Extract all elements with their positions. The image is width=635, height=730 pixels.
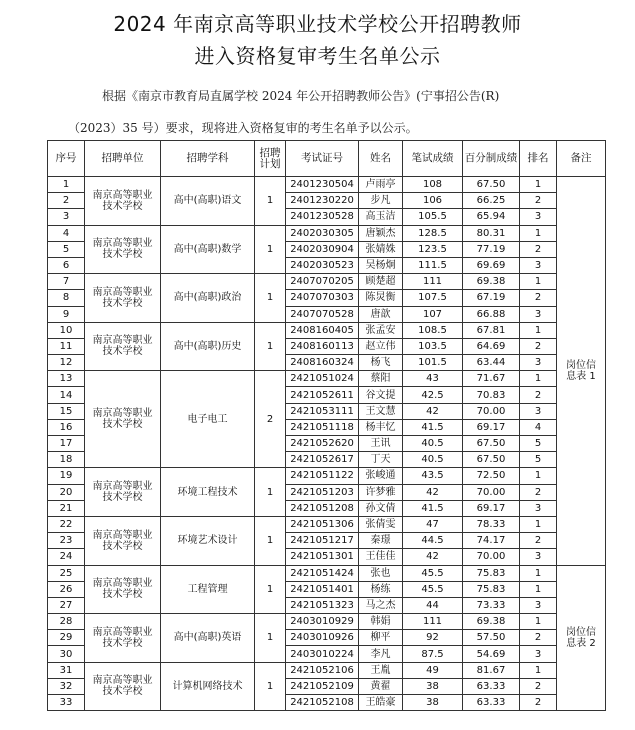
cell-index: 1 [48, 177, 85, 193]
cell-unit: 南京高等职业技术学校 [85, 322, 161, 371]
cell-percent-score: 65.94 [463, 209, 520, 225]
cell-name: 步凡 [359, 193, 403, 209]
table-body [48, 177, 606, 711]
cell-exam-id: 2421051024 [286, 371, 359, 387]
cell-name: 唐颖杰 [359, 225, 403, 241]
cell-rank: 2 [520, 338, 557, 354]
cell-percent-score: 63.33 [463, 695, 520, 711]
cell-rank: 1 [520, 581, 557, 597]
cell-name: 张也 [359, 565, 403, 581]
cell-unit: 南京高等职业技术学校 [85, 468, 161, 517]
cell-percent-score: 81.67 [463, 662, 520, 678]
table-row [48, 322, 606, 338]
cell-rank: 2 [520, 678, 557, 694]
cell-written-score: 111.5 [403, 257, 463, 273]
cell-exam-id: 2421053111 [286, 403, 359, 419]
cell-plan: 1 [255, 614, 286, 663]
cell-plan: 2 [255, 371, 286, 468]
cell-written-score: 45.5 [403, 581, 463, 597]
cell-written-score: 49 [403, 662, 463, 678]
candidate-table [47, 140, 606, 711]
cell-exam-id: 2421052108 [286, 695, 359, 711]
cell-name: 陈炅衡 [359, 290, 403, 306]
cell-written-score: 42.5 [403, 387, 463, 403]
cell-index: 33 [48, 695, 85, 711]
cell-rank: 2 [520, 695, 557, 711]
cell-unit: 南京高等职业技术学校 [85, 516, 161, 565]
cell-written-score: 105.5 [403, 209, 463, 225]
cell-exam-id: 2408160405 [286, 322, 359, 338]
cell-rank: 2 [520, 630, 557, 646]
header-name: 姓名 [359, 141, 403, 177]
cell-exam-id: 2421052617 [286, 452, 359, 468]
cell-index: 6 [48, 257, 85, 273]
cell-rank: 3 [520, 549, 557, 565]
cell-name: 黄翟 [359, 678, 403, 694]
cell-subject: 高中(高职)数学 [161, 225, 255, 274]
cell-name: 秦璟 [359, 533, 403, 549]
cell-plan: 1 [255, 225, 286, 274]
intro-text-line2: （2023）35 号）要求，现将进入资格复审的考生名单予以公示。 [68, 121, 418, 135]
cell-index: 30 [48, 646, 85, 662]
cell-index: 31 [48, 662, 85, 678]
cell-index: 12 [48, 355, 85, 371]
cell-plan: 1 [255, 662, 286, 711]
cell-exam-id: 2421052109 [286, 678, 359, 694]
cell-index: 16 [48, 419, 85, 435]
cell-percent-score: 67.50 [463, 177, 520, 193]
cell-written-score: 44 [403, 597, 463, 613]
cell-index: 15 [48, 403, 85, 419]
cell-percent-score: 70.00 [463, 549, 520, 565]
cell-percent-score: 70.00 [463, 403, 520, 419]
cell-exam-id: 2421051424 [286, 565, 359, 581]
cell-exam-id: 2421051122 [286, 468, 359, 484]
cell-index: 28 [48, 614, 85, 630]
cell-exam-id: 2421051306 [286, 516, 359, 532]
cell-exam-id: 2403010926 [286, 630, 359, 646]
cell-name: 杨飞 [359, 355, 403, 371]
cell-subject: 工程管理 [161, 565, 255, 614]
header-rank: 排名 [520, 141, 557, 177]
cell-percent-score: 67.81 [463, 322, 520, 338]
cell-exam-id: 2402030305 [286, 225, 359, 241]
cell-percent-score: 77.19 [463, 241, 520, 257]
cell-rank: 3 [520, 306, 557, 322]
cell-written-score: 92 [403, 630, 463, 646]
cell-name: 吴杨炯 [359, 257, 403, 273]
cell-name: 韩娟 [359, 614, 403, 630]
cell-unit: 南京高等职业技术学校 [85, 614, 161, 663]
cell-name: 王讯 [359, 436, 403, 452]
cell-written-score: 108.5 [403, 322, 463, 338]
cell-percent-score: 67.50 [463, 452, 520, 468]
cell-percent-score: 80.31 [463, 225, 520, 241]
table-row [48, 614, 606, 630]
cell-written-score: 38 [403, 678, 463, 694]
cell-written-score: 101.5 [403, 355, 463, 371]
table-row [48, 468, 606, 484]
cell-written-score: 123.5 [403, 241, 463, 257]
cell-exam-id: 2407070303 [286, 290, 359, 306]
cell-subject: 高中(高职)英语 [161, 614, 255, 663]
cell-plan: 1 [255, 274, 286, 323]
cell-name: 李凡 [359, 646, 403, 662]
cell-written-score: 40.5 [403, 436, 463, 452]
cell-index: 7 [48, 274, 85, 290]
cell-unit: 南京高等职业技术学校 [85, 274, 161, 323]
cell-written-score: 42 [403, 549, 463, 565]
cell-name: 张婧姝 [359, 241, 403, 257]
cell-written-score: 42 [403, 403, 463, 419]
cell-index: 27 [48, 597, 85, 613]
cell-name: 孙文倩 [359, 500, 403, 516]
cell-percent-score: 67.50 [463, 436, 520, 452]
cell-subject: 高中(高职)历史 [161, 322, 255, 371]
cell-exam-id: 2401230504 [286, 177, 359, 193]
cell-rank: 1 [520, 614, 557, 630]
cell-written-score: 45.5 [403, 565, 463, 581]
header-remark: 备注 [557, 141, 606, 177]
cell-rank: 3 [520, 597, 557, 613]
cell-exam-id: 2421051203 [286, 484, 359, 500]
cell-rank: 3 [520, 355, 557, 371]
cell-exam-id: 2421052611 [286, 387, 359, 403]
header-unit: 招聘单位 [85, 141, 161, 177]
cell-exam-id: 2402030523 [286, 257, 359, 273]
cell-exam-id: 2401230220 [286, 193, 359, 209]
cell-written-score: 40.5 [403, 452, 463, 468]
cell-index: 13 [48, 371, 85, 387]
cell-name: 马之杰 [359, 597, 403, 613]
cell-rank: 3 [520, 257, 557, 273]
cell-index: 29 [48, 630, 85, 646]
cell-index: 32 [48, 678, 85, 694]
cell-plan: 1 [255, 516, 286, 565]
cell-rank: 2 [520, 533, 557, 549]
cell-percent-score: 69.38 [463, 274, 520, 290]
cell-rank: 1 [520, 371, 557, 387]
cell-name: 张孟安 [359, 322, 403, 338]
cell-percent-score: 63.44 [463, 355, 520, 371]
cell-rank: 3 [520, 403, 557, 419]
cell-unit: 南京高等职业技术学校 [85, 565, 161, 614]
cell-name: 张峻通 [359, 468, 403, 484]
cell-rank: 3 [520, 646, 557, 662]
cell-unit: 南京高等职业技术学校 [85, 371, 161, 468]
page-title-line1: 2024 年南京高等职业技术学校公开招聘教师 [113, 12, 522, 36]
cell-exam-id: 2401230528 [286, 209, 359, 225]
cell-name: 王佳佳 [359, 549, 403, 565]
cell-exam-id: 2403010224 [286, 646, 359, 662]
cell-percent-score: 70.00 [463, 484, 520, 500]
cell-name: 王胤 [359, 662, 403, 678]
cell-name: 杨丰忆 [359, 419, 403, 435]
cell-percent-score: 66.25 [463, 193, 520, 209]
table-header-row [48, 141, 606, 177]
cell-percent-score: 57.50 [463, 630, 520, 646]
cell-percent-score: 63.33 [463, 678, 520, 694]
cell-index: 19 [48, 468, 85, 484]
cell-rank: 2 [520, 387, 557, 403]
cell-plan: 1 [255, 322, 286, 371]
cell-index: 11 [48, 338, 85, 354]
header-percent-score: 百分制成绩 [463, 141, 520, 177]
cell-exam-id: 2402030904 [286, 241, 359, 257]
cell-remark: 岗位信息表 1 [557, 177, 606, 566]
table-row [48, 371, 606, 387]
cell-exam-id: 2408160113 [286, 338, 359, 354]
cell-index: 21 [48, 500, 85, 516]
cell-exam-id: 2407070528 [286, 306, 359, 322]
cell-percent-score: 74.17 [463, 533, 520, 549]
cell-name: 蔡阳 [359, 371, 403, 387]
cell-exam-id: 2421051401 [286, 581, 359, 597]
cell-exam-id: 2421051301 [286, 549, 359, 565]
cell-index: 3 [48, 209, 85, 225]
table-row [48, 516, 606, 532]
cell-index: 4 [48, 225, 85, 241]
table-row [48, 274, 606, 290]
cell-exam-id: 2421051208 [286, 500, 359, 516]
cell-rank: 3 [520, 500, 557, 516]
cell-written-score: 111 [403, 614, 463, 630]
cell-index: 18 [48, 452, 85, 468]
table-row [48, 225, 606, 241]
cell-exam-id: 2407070205 [286, 274, 359, 290]
cell-exam-id: 2408160324 [286, 355, 359, 371]
cell-name: 张倩雯 [359, 516, 403, 532]
cell-rank: 2 [520, 484, 557, 500]
cell-index: 24 [48, 549, 85, 565]
cell-percent-score: 69.17 [463, 500, 520, 516]
cell-rank: 1 [520, 274, 557, 290]
cell-name: 赵立伟 [359, 338, 403, 354]
cell-name: 谷文提 [359, 387, 403, 403]
cell-name: 王皓豪 [359, 695, 403, 711]
table-row [48, 565, 606, 581]
cell-rank: 1 [520, 565, 557, 581]
table-row [48, 662, 606, 678]
cell-index: 9 [48, 306, 85, 322]
cell-exam-id: 2421051118 [286, 419, 359, 435]
cell-written-score: 41.5 [403, 500, 463, 516]
cell-name: 王文慧 [359, 403, 403, 419]
cell-percent-score: 66.88 [463, 306, 520, 322]
cell-written-score: 47 [403, 516, 463, 532]
cell-index: 8 [48, 290, 85, 306]
cell-written-score: 111 [403, 274, 463, 290]
cell-percent-score: 54.69 [463, 646, 520, 662]
cell-name: 柳平 [359, 630, 403, 646]
cell-written-score: 103.5 [403, 338, 463, 354]
header-written-score: 笔试成绩 [403, 141, 463, 177]
cell-percent-score: 71.67 [463, 371, 520, 387]
cell-name: 唐歆 [359, 306, 403, 322]
cell-percent-score: 72.50 [463, 468, 520, 484]
cell-index: 2 [48, 193, 85, 209]
cell-name: 杨练 [359, 581, 403, 597]
cell-percent-score: 75.83 [463, 565, 520, 581]
cell-subject: 高中(高职)语文 [161, 177, 255, 226]
cell-rank: 1 [520, 225, 557, 241]
cell-subject: 电子电工 [161, 371, 255, 468]
cell-written-score: 106 [403, 193, 463, 209]
cell-unit: 南京高等职业技术学校 [85, 225, 161, 274]
cell-subject: 环境艺术设计 [161, 516, 255, 565]
cell-percent-score: 78.33 [463, 516, 520, 532]
cell-exam-id: 2403010929 [286, 614, 359, 630]
cell-written-score: 128.5 [403, 225, 463, 241]
cell-rank: 2 [520, 241, 557, 257]
cell-plan: 1 [255, 468, 286, 517]
cell-written-score: 43.5 [403, 468, 463, 484]
cell-unit: 南京高等职业技术学校 [85, 177, 161, 226]
cell-percent-score: 67.19 [463, 290, 520, 306]
cell-percent-score: 73.33 [463, 597, 520, 613]
header-index: 序号 [48, 141, 85, 177]
intro-text-line1: 根据《南京市教育局直属学校 2024 年公开招聘教师公告》(宁事招公告(R) [102, 89, 500, 103]
cell-index: 10 [48, 322, 85, 338]
cell-index: 23 [48, 533, 85, 549]
page-title-line2: 进入资格复审考生名单公示 [194, 44, 441, 68]
cell-rank: 3 [520, 209, 557, 225]
cell-exam-id: 2421051323 [286, 597, 359, 613]
cell-exam-id: 2421051217 [286, 533, 359, 549]
cell-name: 卢雨亭 [359, 177, 403, 193]
cell-rank: 4 [520, 419, 557, 435]
cell-index: 5 [48, 241, 85, 257]
cell-written-score: 43 [403, 371, 463, 387]
cell-name: 许梦雅 [359, 484, 403, 500]
cell-percent-score: 69.38 [463, 614, 520, 630]
cell-written-score: 107.5 [403, 290, 463, 306]
cell-index: 14 [48, 387, 85, 403]
cell-unit: 南京高等职业技术学校 [85, 662, 161, 711]
cell-percent-score: 64.69 [463, 338, 520, 354]
cell-percent-score: 70.83 [463, 387, 520, 403]
cell-name: 丁天 [359, 452, 403, 468]
cell-exam-id: 2421052620 [286, 436, 359, 452]
cell-written-score: 41.5 [403, 419, 463, 435]
cell-subject: 计算机网络技术 [161, 662, 255, 711]
cell-rank: 5 [520, 452, 557, 468]
cell-plan: 1 [255, 177, 286, 226]
cell-exam-id: 2421052106 [286, 662, 359, 678]
cell-written-score: 87.5 [403, 646, 463, 662]
cell-rank: 1 [520, 177, 557, 193]
cell-rank: 2 [520, 290, 557, 306]
cell-subject: 环境工程技术 [161, 468, 255, 517]
cell-percent-score: 69.69 [463, 257, 520, 273]
cell-written-score: 107 [403, 306, 463, 322]
cell-rank: 1 [520, 516, 557, 532]
cell-rank: 1 [520, 662, 557, 678]
cell-index: 25 [48, 565, 85, 581]
cell-index: 20 [48, 484, 85, 500]
cell-index: 17 [48, 436, 85, 452]
cell-rank: 5 [520, 436, 557, 452]
header-plan: 招聘计划 [255, 141, 286, 177]
cell-percent-score: 75.83 [463, 581, 520, 597]
cell-percent-score: 69.17 [463, 419, 520, 435]
cell-plan: 1 [255, 565, 286, 614]
cell-remark: 岗位信息表 2 [557, 565, 606, 711]
header-exam-id: 考试证号 [286, 141, 359, 177]
cell-subject: 高中(高职)政治 [161, 274, 255, 323]
cell-name: 顾楚超 [359, 274, 403, 290]
cell-name: 高玉洁 [359, 209, 403, 225]
cell-rank: 2 [520, 193, 557, 209]
table-row [48, 177, 606, 193]
header-subject: 招聘学科 [161, 141, 255, 177]
cell-rank: 1 [520, 468, 557, 484]
cell-written-score: 44.5 [403, 533, 463, 549]
cell-index: 26 [48, 581, 85, 597]
cell-written-score: 38 [403, 695, 463, 711]
cell-rank: 1 [520, 322, 557, 338]
cell-written-score: 108 [403, 177, 463, 193]
cell-written-score: 42 [403, 484, 463, 500]
cell-index: 22 [48, 516, 85, 532]
